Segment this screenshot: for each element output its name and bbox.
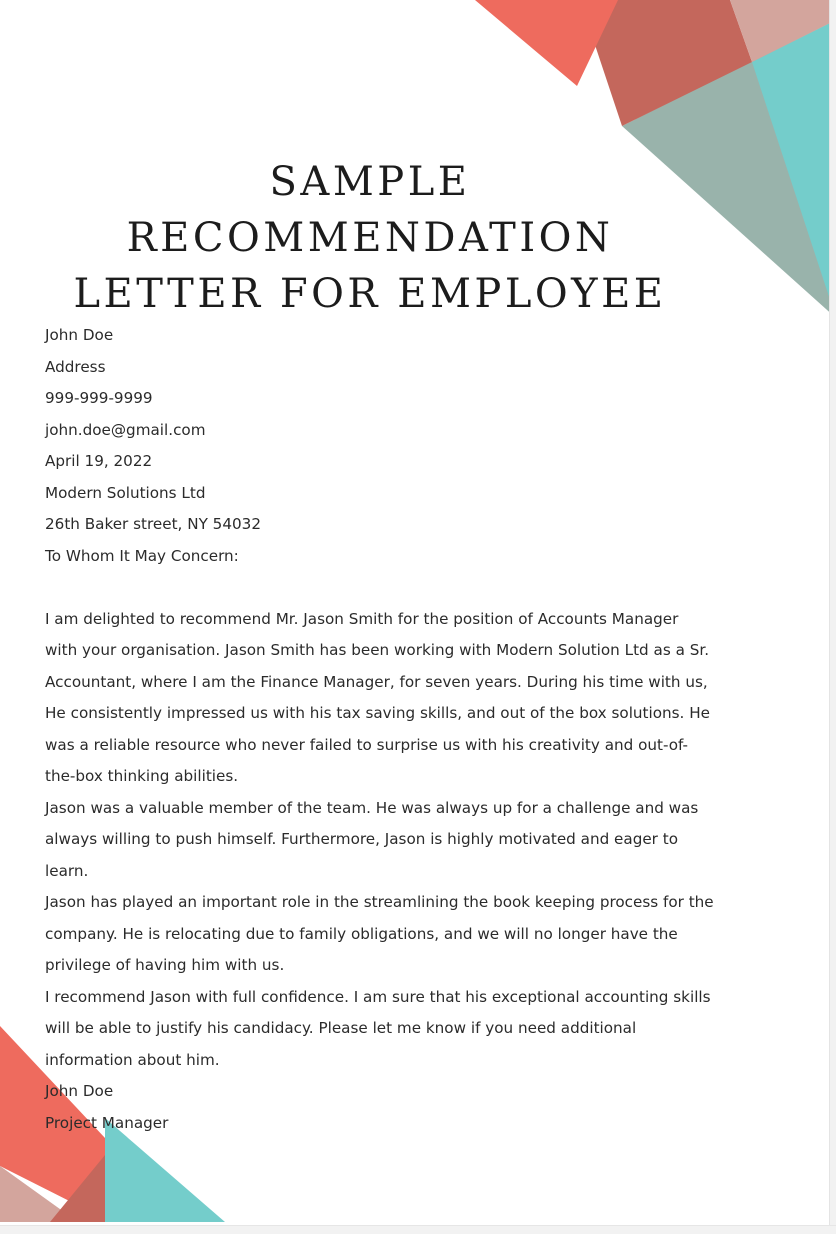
- title-line-3: LETTER FOR EMPLOYEE: [73, 271, 667, 317]
- body-paragraph-4: [45, 982, 745, 1077]
- sender-phone: 999-999-9999: [45, 389, 153, 407]
- paragraph-line: was a reliable resource who never failed to surprise us with his creativity and out-of-: [45, 735, 689, 754]
- paragraph-line: information about him.: [45, 1050, 220, 1069]
- body-paragraph-3: [45, 887, 745, 982]
- letter-date: April 19, 2022: [45, 452, 153, 470]
- recipient-block: [45, 478, 745, 541]
- recipient-address: 26th Baker street, NY 54032: [45, 515, 261, 533]
- title-line-1: SAMPLE: [269, 159, 471, 205]
- page-title: [40, 154, 700, 322]
- paragraph-line: the-box thinking abilities.: [45, 767, 239, 785]
- signature-block: [45, 1076, 745, 1139]
- body-paragraph-2: [45, 793, 745, 888]
- paragraph-line: learn.: [45, 861, 89, 880]
- paragraph-line: always willing to push himself. Furthermore, Jason is highly motivated and eager to: [45, 830, 678, 848]
- letter-content: [45, 320, 745, 1139]
- paragraph-line: I recommend Jason with full confidence. I am sure that his exceptional accounting skills: [45, 987, 711, 1006]
- paragraph-line: will be able to justify his candidacy. Please let me know if you need additional: [45, 1019, 637, 1037]
- body-paragraph-1: [45, 604, 745, 793]
- paragraph-line: Jason has played an important role in the streamlining the book keeping process for the: [45, 893, 714, 911]
- sender-email: john.doe@gmail.com: [45, 420, 206, 439]
- page-bottom-edge: [0, 1225, 836, 1234]
- sender-address: Address: [45, 357, 106, 376]
- signature-name: John Doe: [45, 1082, 114, 1100]
- page-right-edge: [829, 0, 836, 1234]
- paragraph-line: I am delighted to recommend Mr. Jason Smith for the position of Accounts Manager: [45, 609, 679, 628]
- recipient-company: Modern Solutions Ltd: [45, 483, 206, 502]
- paragraph-line: company. He is relocating due to family obligations, and we will no longer have the: [45, 924, 678, 943]
- paragraph-line: Jason was a valuable member of the team. He was always up for a challenge and was: [45, 798, 699, 817]
- title-line-2: RECOMMENDATION: [126, 215, 614, 261]
- paragraph-line: with your organisation. Jason Smith has been working with Modern Solution Ltd as a Sr.: [45, 641, 710, 659]
- sender-block: [45, 320, 745, 478]
- paragraph-line: Accountant, where I am the Finance Manager, for seven years. During his time with us,: [45, 672, 708, 691]
- paragraph-line: privilege of having him with us.: [45, 956, 285, 974]
- salutation: To Whom It May Concern:: [45, 546, 239, 565]
- sender-name: John Doe: [45, 326, 114, 344]
- paragraph-line: He consistently impressed us with his tax saving skills, and out of the box solutions. He: [45, 704, 710, 722]
- signature-title: Project Manager: [45, 1113, 169, 1132]
